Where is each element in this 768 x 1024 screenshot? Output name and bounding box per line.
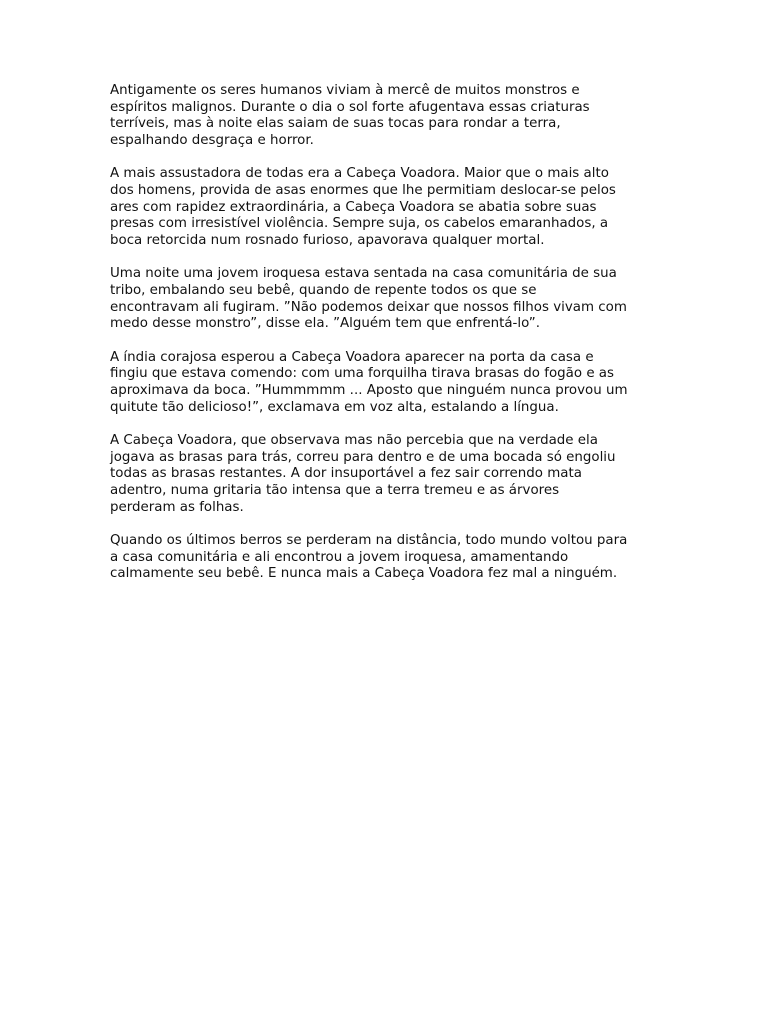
paragraph-6 — [110, 533, 660, 583]
paragraph-4 — [110, 350, 660, 417]
text-line: calmamente seu bebê. E nunca mais a Cabeça Voadora fez mal a ninguém. — [110, 566, 618, 582]
text-line: encontravam ali fugiram. ”Não podemos deixar que nossos filhos vivam com — [110, 299, 627, 315]
text-line: espalhando desgraça e horror. — [110, 133, 314, 149]
text-line: terríveis, mas à noite elas saiam de suas tocas para rondar a terra, — [110, 116, 561, 132]
text-line: A mais assustadora de todas era a Cabeça Voadora. Maior que o mais alto — [110, 166, 609, 182]
text-line: presas com irresistível violência. Sempre suja, os cabelos emaranhados, a — [110, 216, 609, 232]
paragraph-5 — [110, 433, 660, 517]
document-body — [110, 83, 660, 600]
text-line: todas as brasas restantes. A dor insuportável a fez sair correndo mata — [110, 466, 582, 482]
text-line: fingiu que estava comendo: com uma forquilha tirava brasas do fogão e as — [110, 366, 614, 382]
text-line: A Cabeça Voadora, que observava mas não percebia que na verdade ela — [110, 432, 598, 448]
text-line: boca retorcida num rosnado furioso, apavorava qualquer mortal. — [110, 233, 545, 249]
text-line: jogava as brasas para trás, correu para dentro e de uma bocada só engoliu — [110, 449, 616, 465]
text-line: a casa comunitária e ali encontrou a jovem iroquesa, amamentando — [110, 549, 569, 565]
text-line: adentro, numa gritaria tão intensa que a terra tremeu e as árvores — [110, 483, 560, 499]
text-line: tribo, embalando seu bebê, quando de repente todos os que se — [110, 283, 537, 299]
text-line: A índia corajosa esperou a Cabeça Voadora aparecer na porta da casa e — [110, 349, 594, 365]
text-line: Antigamente os seres humanos viviam à mercê de muitos monstros e — [110, 83, 580, 98]
text-line: ares com rapidez extraordinária, a Cabeça Voadora se abatia sobre suas — [110, 199, 597, 215]
paragraph-1 — [110, 83, 660, 150]
text-line: Quando os últimos berros se perderam na distância, todo mundo voltou para — [110, 532, 628, 548]
text-line: espíritos malignos. Durante o dia o sol forte afugentava essas criaturas — [110, 99, 590, 115]
text-line: perderam as folhas. — [110, 499, 244, 515]
paragraph-3 — [110, 266, 660, 333]
text-line: aproximava da boca. ”Hummmmm ... Aposto que ninguém nunca provou um — [110, 383, 628, 399]
paragraph-2 — [110, 166, 660, 250]
text-line: Uma noite uma jovem iroquesa estava sentada na casa comunitária de sua — [110, 266, 617, 282]
text-line: medo desse monstro”, disse ela. ”Alguém tem que enfrentá-lo”. — [110, 316, 540, 332]
text-line: quitute tão delicioso!”, exclamava em voz alta, estalando a língua. — [110, 399, 559, 415]
text-line: dos homens, provida de asas enormes que lhe permitiam deslocar-se pelos — [110, 183, 616, 199]
